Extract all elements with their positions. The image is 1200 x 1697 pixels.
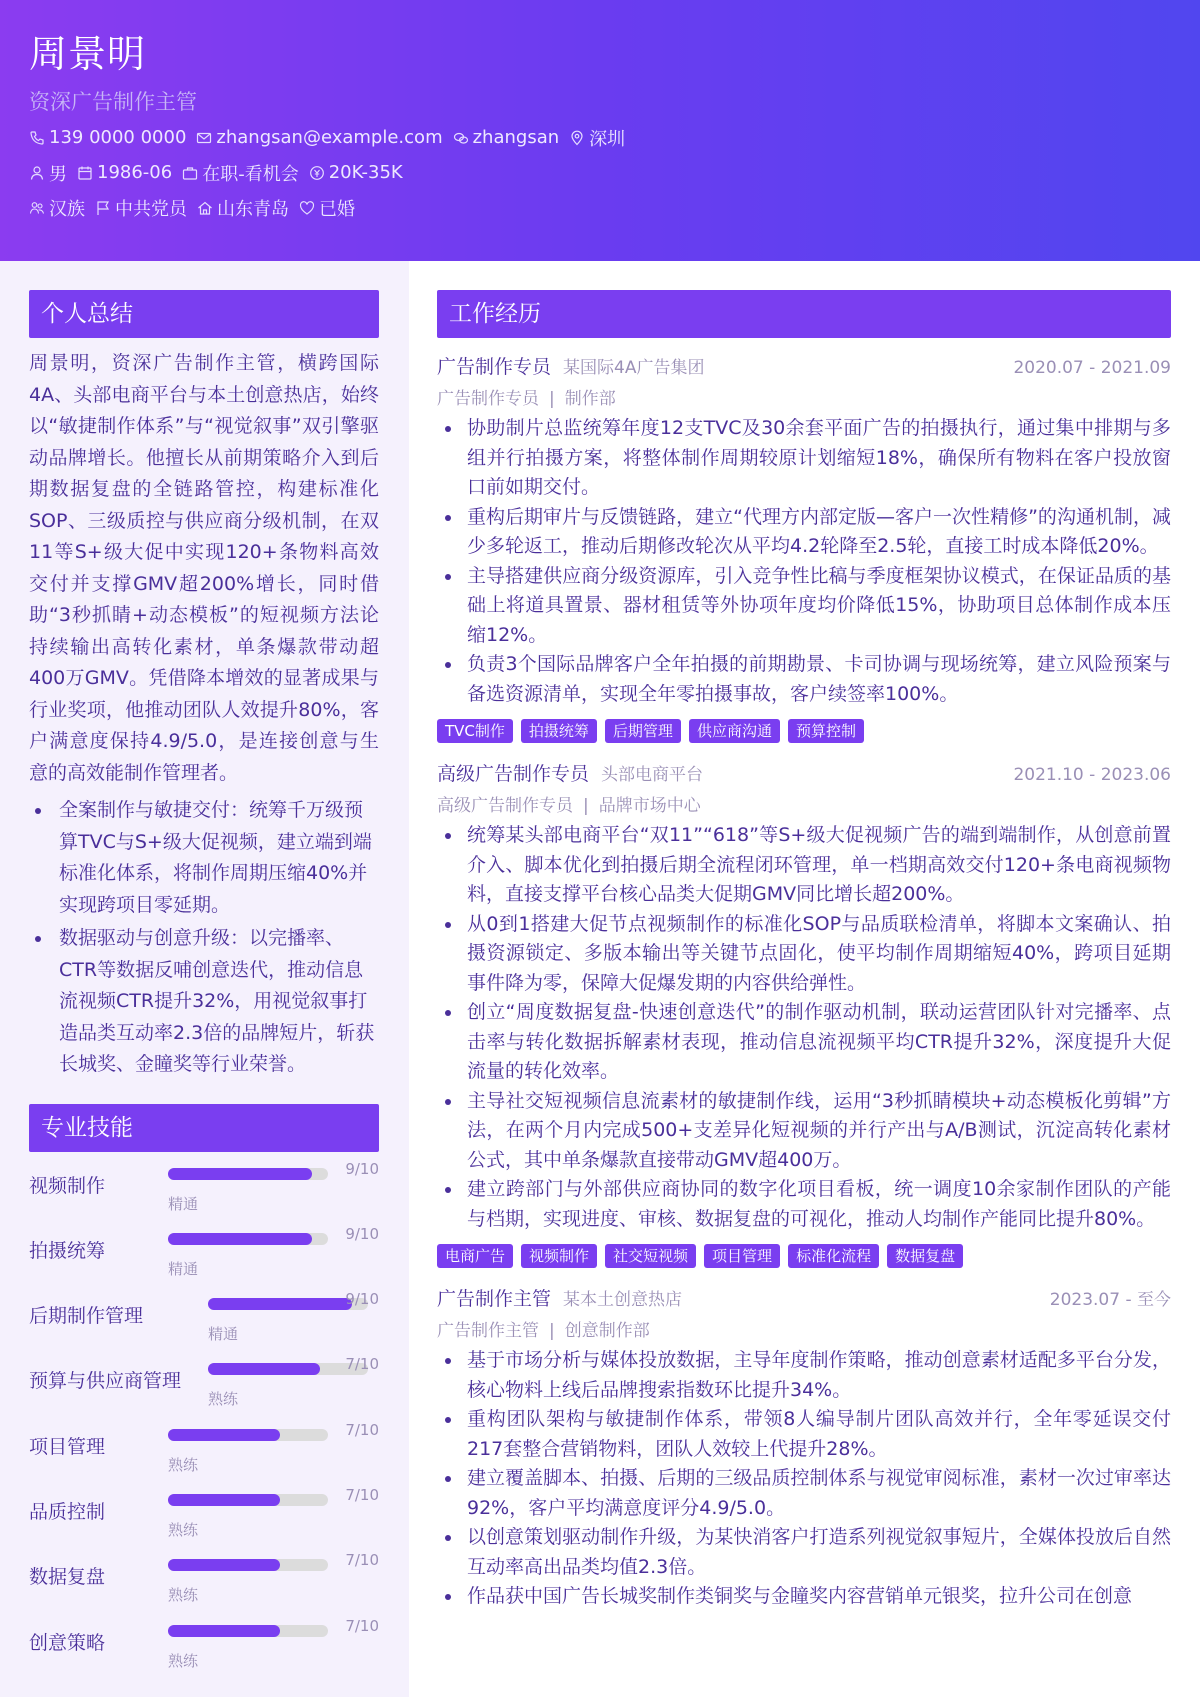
job-department: 制作部 bbox=[564, 389, 616, 409]
job-bullet: 负责3个国际品牌客户全年拍摄的前期勘景、卡司协调与现场统筹，建立风险预案与备选资源清单，实现全年零拍摄事故，客户续签率100%。 bbox=[437, 650, 1171, 709]
job-title-group bbox=[437, 759, 703, 786]
mail-icon bbox=[196, 130, 212, 146]
skill-bar bbox=[168, 1168, 328, 1180]
summary-points bbox=[29, 795, 379, 1081]
skill-bar-fill bbox=[208, 1363, 320, 1375]
sidebar bbox=[0, 261, 409, 1697]
job-header bbox=[437, 352, 1171, 378]
job-company: 头部电商平台 bbox=[601, 765, 704, 785]
job-title: 高级广告制作专员 bbox=[437, 763, 590, 785]
birth-item: 1986-06 bbox=[77, 162, 172, 183]
jobs-list bbox=[437, 352, 1171, 1612]
job-role: 广告制作主管 bbox=[437, 1321, 539, 1341]
salary-icon bbox=[309, 165, 325, 181]
skill-bar bbox=[168, 1233, 328, 1245]
skill-bar bbox=[208, 1363, 368, 1375]
ethnicity-icon bbox=[29, 200, 45, 216]
job-role: 广告制作专员 bbox=[437, 389, 539, 409]
skill-name: 后期制作管理 bbox=[29, 1305, 144, 1328]
job-bullet: 统筹某头部电商平台“双11”“618”等S+级大促视频广告的端到端制作，从创意前置介入、脚本优化到拍摄后期全流程闭环管理，单一档期高效交付120+条电商视频物料，直接支撑平台核心品类大促期GMV同比增长超200%。 bbox=[437, 821, 1171, 910]
skill-tag: 数据复盘 bbox=[887, 1244, 963, 1268]
skill-tag: 拍摄统筹 bbox=[521, 719, 597, 743]
skill-tag: TVC制作 bbox=[437, 719, 513, 743]
job-date: 2023.07 - 至今 bbox=[1049, 1290, 1171, 1310]
skill-score: 7/10 bbox=[345, 1616, 379, 1635]
skill-name: 数据复盘 bbox=[29, 1566, 106, 1589]
skill-bar-fill bbox=[168, 1625, 280, 1637]
heart-icon bbox=[299, 200, 315, 216]
job-header bbox=[437, 759, 1171, 785]
skill-score: 7/10 bbox=[345, 1485, 379, 1504]
skill-tag: 后期管理 bbox=[605, 719, 681, 743]
skill-bar-fill bbox=[208, 1298, 352, 1310]
skill-bar-fill bbox=[168, 1559, 280, 1571]
skill-row bbox=[29, 1413, 379, 1478]
skill-name: 创意策略 bbox=[29, 1631, 106, 1654]
job-bullet: 重构后期审片与反馈链路，建立“代理方内部定版—客户一次性精修”的沟通机制，减少多轮返工，推动后期修改轮次从平均4.2轮降至2.5轮，直接工时成本降低20%。 bbox=[437, 503, 1171, 562]
skill-tag: 预算控制 bbox=[788, 719, 864, 743]
candidate-name: 周景明 bbox=[29, 32, 147, 76]
skill-row bbox=[29, 1217, 379, 1282]
skill-bar bbox=[168, 1559, 328, 1571]
skill-bar-fill bbox=[168, 1233, 312, 1245]
job-bullet: 建立跨部门与外部供应商协同的数字化项目看板，统一调度10余家制作团队的产能与档期，实现进度、审核、数据复盘的可视化，推动人均制作产能同比提升80%。 bbox=[437, 1175, 1171, 1234]
marital-item: 已婚 bbox=[299, 195, 355, 221]
job-company: 某本土创意热店 bbox=[563, 1290, 683, 1310]
job-entry bbox=[437, 759, 1171, 1270]
job-role-line bbox=[437, 1316, 1171, 1341]
flag-icon bbox=[95, 200, 111, 216]
location-icon bbox=[569, 130, 585, 146]
job-company: 某国际4A广告集团 bbox=[563, 358, 705, 378]
skill-score: 9/10 bbox=[345, 1159, 379, 1178]
skills-heading: 专业技能 bbox=[29, 1104, 379, 1152]
briefcase-icon bbox=[182, 165, 198, 181]
job-bullet: 主导社交短视频信息流素材的敏捷制作线，运用“3秒抓睛模块+动态模板化剪辑”方法，在两个月内完成500+支差异化短视频的并行产出与A/B测试，沉淀高转化素材公式，其中单条爆款直接带动GMV超400万。 bbox=[437, 1087, 1171, 1176]
skill-level: 精通 bbox=[168, 1259, 199, 1278]
job-bullet: 从0到1搭建大促节点视频制作的标准化SOP与品质联检清单，将脚本文案确认、拍摄资源锁定、多版本输出等关键节点固化，使平均制作周期缩短40%，跨项目延期事件降为零，保障大促爆发期的内容供给弹性。 bbox=[437, 910, 1171, 999]
skill-score: 7/10 bbox=[345, 1355, 379, 1374]
job-bullet: 创立“周度数据复盘-快速创意迭代”的制作驱动机制，联动运营团队针对完播率、点击率与转化数据拆解素材表现，推动信息流视频平均CTR提升32%，深度提升大促流量的转化效率。 bbox=[437, 998, 1171, 1087]
skill-level: 精通 bbox=[208, 1325, 239, 1344]
job-tags bbox=[437, 1244, 1171, 1270]
skill-score: 9/10 bbox=[345, 1290, 379, 1309]
job-role-line bbox=[437, 384, 1171, 409]
phone-icon bbox=[29, 130, 45, 146]
skill-tag: 项目管理 bbox=[704, 1244, 780, 1268]
skill-level: 精通 bbox=[168, 1194, 199, 1213]
personal-row bbox=[29, 160, 1200, 185]
resume-header bbox=[0, 0, 1200, 261]
skill-name: 项目管理 bbox=[29, 1435, 106, 1458]
city-item: 深圳 bbox=[569, 125, 625, 151]
calendar-icon bbox=[77, 165, 93, 181]
home-icon bbox=[197, 200, 213, 216]
skill-bar-fill bbox=[168, 1429, 280, 1441]
contact-row bbox=[29, 125, 1200, 150]
job-role: 高级广告制作专员 bbox=[437, 796, 573, 816]
job-bullet: 建立覆盖脚本、拍摄、后期的三级品质控制体系与视觉审阅标准，素材一次过审率达92%，客户平均满意度评分4.9/5.0。 bbox=[437, 1464, 1171, 1523]
skill-score: 9/10 bbox=[345, 1224, 379, 1243]
job-department: 品牌市场中心 bbox=[598, 796, 701, 816]
wechat-icon bbox=[453, 130, 469, 146]
job-department: 创意制作部 bbox=[564, 1321, 650, 1341]
skill-score: 7/10 bbox=[345, 1551, 379, 1570]
job-role-line bbox=[437, 791, 1171, 816]
skill-bar bbox=[208, 1298, 368, 1310]
experience-heading: 工作经历 bbox=[437, 290, 1171, 338]
separator: | bbox=[549, 389, 555, 409]
job-bullet: 作品获中国广告长城奖制作类铜奖与金瞳奖内容营销单元银奖，拉升公司在创意 bbox=[437, 1582, 1171, 1612]
skill-name: 品质控制 bbox=[29, 1500, 106, 1523]
skill-row bbox=[29, 1152, 379, 1217]
job-title: 广告制作专员 bbox=[437, 356, 552, 378]
skill-row bbox=[29, 1478, 379, 1543]
skill-tag: 社交短视频 bbox=[605, 1244, 696, 1268]
gender-item: 男 bbox=[29, 160, 67, 186]
phone-item: 139 0000 0000 bbox=[29, 127, 186, 148]
ethnicity-item: 汉族 bbox=[29, 195, 85, 221]
job-bullets bbox=[437, 821, 1171, 1234]
job-title: 广告制作主管 bbox=[437, 1288, 552, 1310]
candidate-title: 资深广告制作主管 bbox=[29, 90, 197, 114]
skills-list bbox=[29, 1152, 379, 1674]
skill-row bbox=[29, 1543, 379, 1608]
skill-bar bbox=[168, 1625, 328, 1637]
summary-point: 数据驱动与创意升级：以完播率、CTR等数据反哺创意迭代，推动信息流视频CTR提升32%，用视觉叙事打造品类互动率2.3倍的品牌短片，斩获长城奖、金瞳奖等行业荣誉。 bbox=[29, 923, 379, 1081]
skill-bar bbox=[168, 1494, 328, 1506]
job-bullet: 重构团队架构与敏捷制作体系，带领8人编导制片团队高效并行，全年零延误交付217套整合营销物料，团队人效较上代提升28%。 bbox=[437, 1405, 1171, 1464]
job-title-group bbox=[437, 1284, 682, 1311]
skill-bar-fill bbox=[168, 1168, 312, 1180]
job-tags bbox=[437, 719, 1171, 745]
skill-row bbox=[29, 1347, 379, 1412]
job-bullet: 协助制片总监统筹年度12支TVC及30余套平面广告的拍摄执行，通过集中排期与多组并行拍摄方案，将整体制作周期较原计划缩短18%，确保所有物料在客户投放窗口前如期交付。 bbox=[437, 414, 1171, 503]
job-header bbox=[437, 1284, 1171, 1310]
main-content bbox=[409, 261, 1200, 1697]
status-item: 在职-看机会 bbox=[182, 160, 299, 186]
salary-item: 20K-35K bbox=[309, 162, 403, 183]
skill-score: 7/10 bbox=[345, 1420, 379, 1439]
skill-level: 熟练 bbox=[168, 1455, 199, 1474]
skill-bar-fill bbox=[168, 1494, 280, 1506]
skill-level: 熟练 bbox=[168, 1520, 199, 1539]
summary-point: 全案制作与敏捷交付：统筹千万级预算TVC与S+级大促视频，建立端到端标准化体系，将制作周期压缩40%并实现跨项目零延期。 bbox=[29, 795, 379, 921]
job-entry bbox=[437, 352, 1171, 745]
job-bullets bbox=[437, 1346, 1171, 1612]
job-bullets bbox=[437, 414, 1171, 709]
skill-tag: 视频制作 bbox=[521, 1244, 597, 1268]
job-bullet: 基于市场分析与媒体投放数据，主导年度制作策略，推动创意素材适配多平台分发，核心物料上线后品牌搜索指数环比提升34%。 bbox=[437, 1346, 1171, 1405]
skill-tag: 电商广告 bbox=[437, 1244, 513, 1268]
skill-name: 视频制作 bbox=[29, 1174, 106, 1197]
separator: | bbox=[549, 1321, 555, 1341]
skill-tag: 供应商沟通 bbox=[689, 719, 780, 743]
job-entry bbox=[437, 1284, 1171, 1612]
job-title-group bbox=[437, 352, 704, 379]
skill-row bbox=[29, 1282, 379, 1347]
summary-text: 周景明，资深广告制作主管，横跨国际4A、头部电商平台与本土创意热店，始终以“敏捷制作体系”与“视觉叙事”双引擎驱动品牌增长。他擅长从前期策略介入到后期数据复盘的全链路管控，构建标准化SOP、三级质控与供应商分级机制，在双11等S+级大促中实现120+条物料高效交付并支撑GMV超200%增长，同时借助“3秒抓睛+动态模板”的短视频方法论持续输出高转化素材，单条爆款带动超400万GMV。凭借降本增效的显著成果与行业奖项，他推动团队人效提升80%，客户满意度保持4.9/5.0，是连接创意与生意的高效能制作管理者。 bbox=[29, 352, 379, 784]
separator: | bbox=[583, 796, 589, 816]
skill-tag: 标准化流程 bbox=[788, 1244, 879, 1268]
user-icon bbox=[29, 165, 45, 181]
skill-name: 预算与供应商管理 bbox=[29, 1370, 182, 1393]
hometown-item: 山东青岛 bbox=[197, 195, 289, 221]
skill-level: 熟练 bbox=[168, 1651, 199, 1670]
job-bullet: 主导搭建供应商分级资源库，引入竞争性比稿与季度框架协议模式，在保证品质的基础上将道具置景、器材租赁等外协项年度均价降低15%，协助项目总体制作成本压缩12%。 bbox=[437, 562, 1171, 651]
skill-level: 熟练 bbox=[208, 1390, 239, 1409]
skill-row bbox=[29, 1609, 379, 1674]
job-date: 2021.10 - 2023.06 bbox=[1013, 765, 1171, 785]
background-row bbox=[29, 195, 1200, 220]
skill-level: 熟练 bbox=[168, 1586, 199, 1605]
skill-bar bbox=[168, 1429, 328, 1441]
skill-name: 拍摄统筹 bbox=[29, 1239, 106, 1262]
politics-item: 中共党员 bbox=[95, 195, 187, 221]
job-bullet: 以创意策划驱动制作升级，为某快消客户打造系列视觉叙事短片，全媒体投放后自然互动率高出品类均值2.3倍。 bbox=[437, 1523, 1171, 1582]
email-item: zhangsan@example.com bbox=[196, 127, 442, 148]
summary-heading: 个人总结 bbox=[29, 290, 379, 338]
wechat-item: zhangsan bbox=[453, 127, 560, 148]
job-date: 2020.07 - 2021.09 bbox=[1013, 358, 1171, 378]
